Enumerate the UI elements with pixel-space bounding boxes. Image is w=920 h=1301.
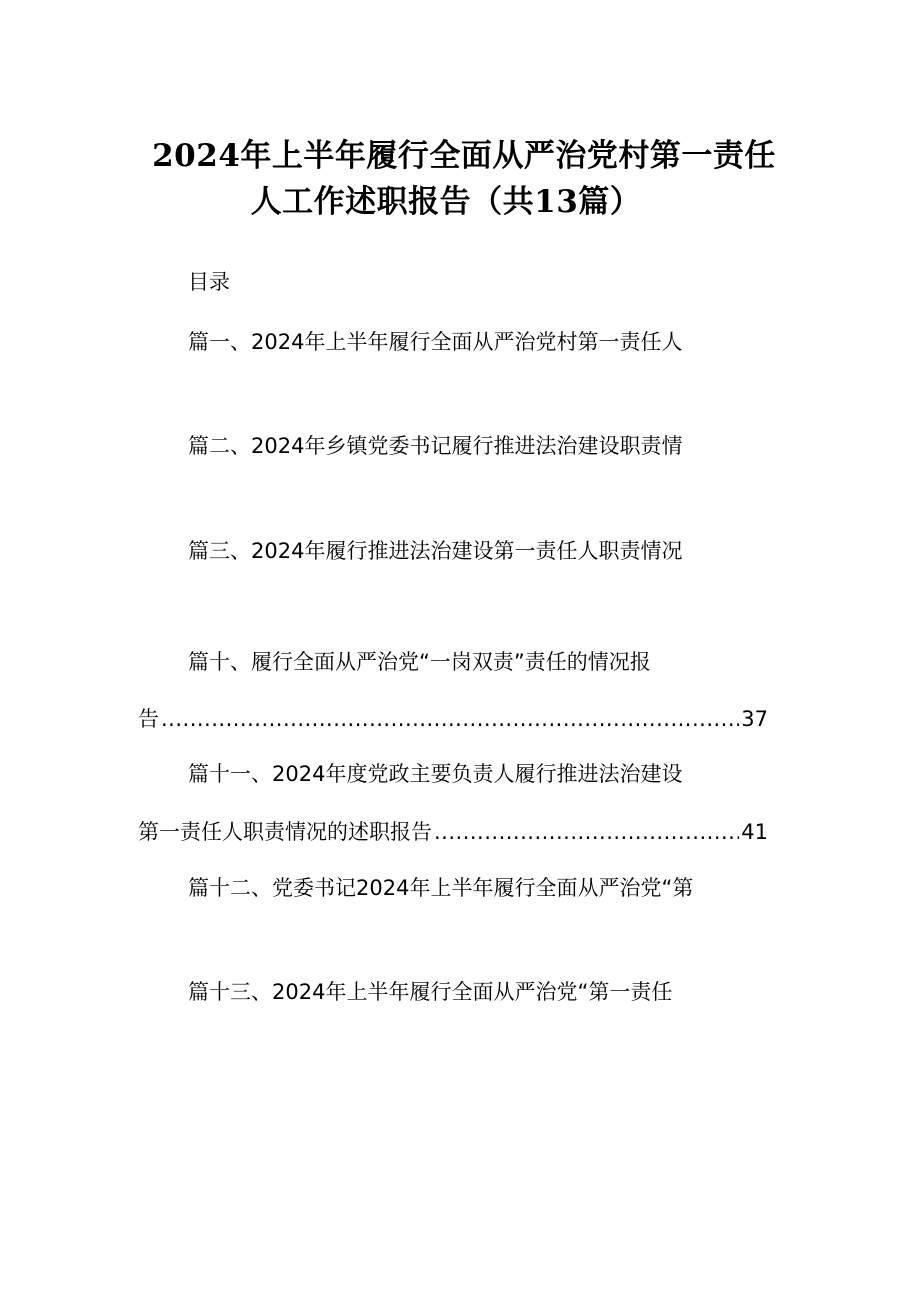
toc-entry-12[interactable]: 篇十二、党委书记2024年上半年履行全面从严治党“第 (188, 876, 694, 900)
toc-entry-1[interactable]: 篇一、2024年上半年履行全面从严治党村第一责任人 (188, 330, 683, 354)
toc-entry-11-page: 41 (741, 820, 768, 844)
dot-leader (161, 707, 739, 731)
toc-entry-11-cont-text: 第一责任人职责情况的述职报告 (138, 820, 432, 844)
toc-entry-3[interactable]: 篇三、2024年履行推进法治建设第一责任人职责情况 (188, 539, 683, 563)
toc-entry-11-continuation[interactable] (138, 816, 768, 846)
document-title-line-1: 2024年上半年履行全面从严治党村第一责任 (152, 138, 776, 174)
toc-entry-13[interactable]: 篇十三、2024年上半年履行全面从严治党“第一责任 (188, 980, 673, 1004)
toc-entry-10-page: 37 (741, 707, 768, 731)
dot-leader (434, 820, 739, 844)
document-title-line-2: 人工作述职报告（共13篇） (250, 184, 642, 220)
toc-entry-10[interactable]: 篇十、履行全面从严治党“一岗双责”责任的情况报 (188, 650, 651, 674)
toc-entry-2[interactable]: 篇二、2024年乡镇党委书记履行推进法治建设职责情 (188, 434, 683, 458)
toc-heading: 目录 (188, 270, 230, 294)
toc-entry-10-cont-text: 告 (138, 707, 159, 731)
toc-entry-10-continuation[interactable] (138, 703, 768, 733)
toc-entry-11[interactable]: 篇十一、2024年度党政主要负责人履行推进法治建设 (188, 762, 683, 786)
